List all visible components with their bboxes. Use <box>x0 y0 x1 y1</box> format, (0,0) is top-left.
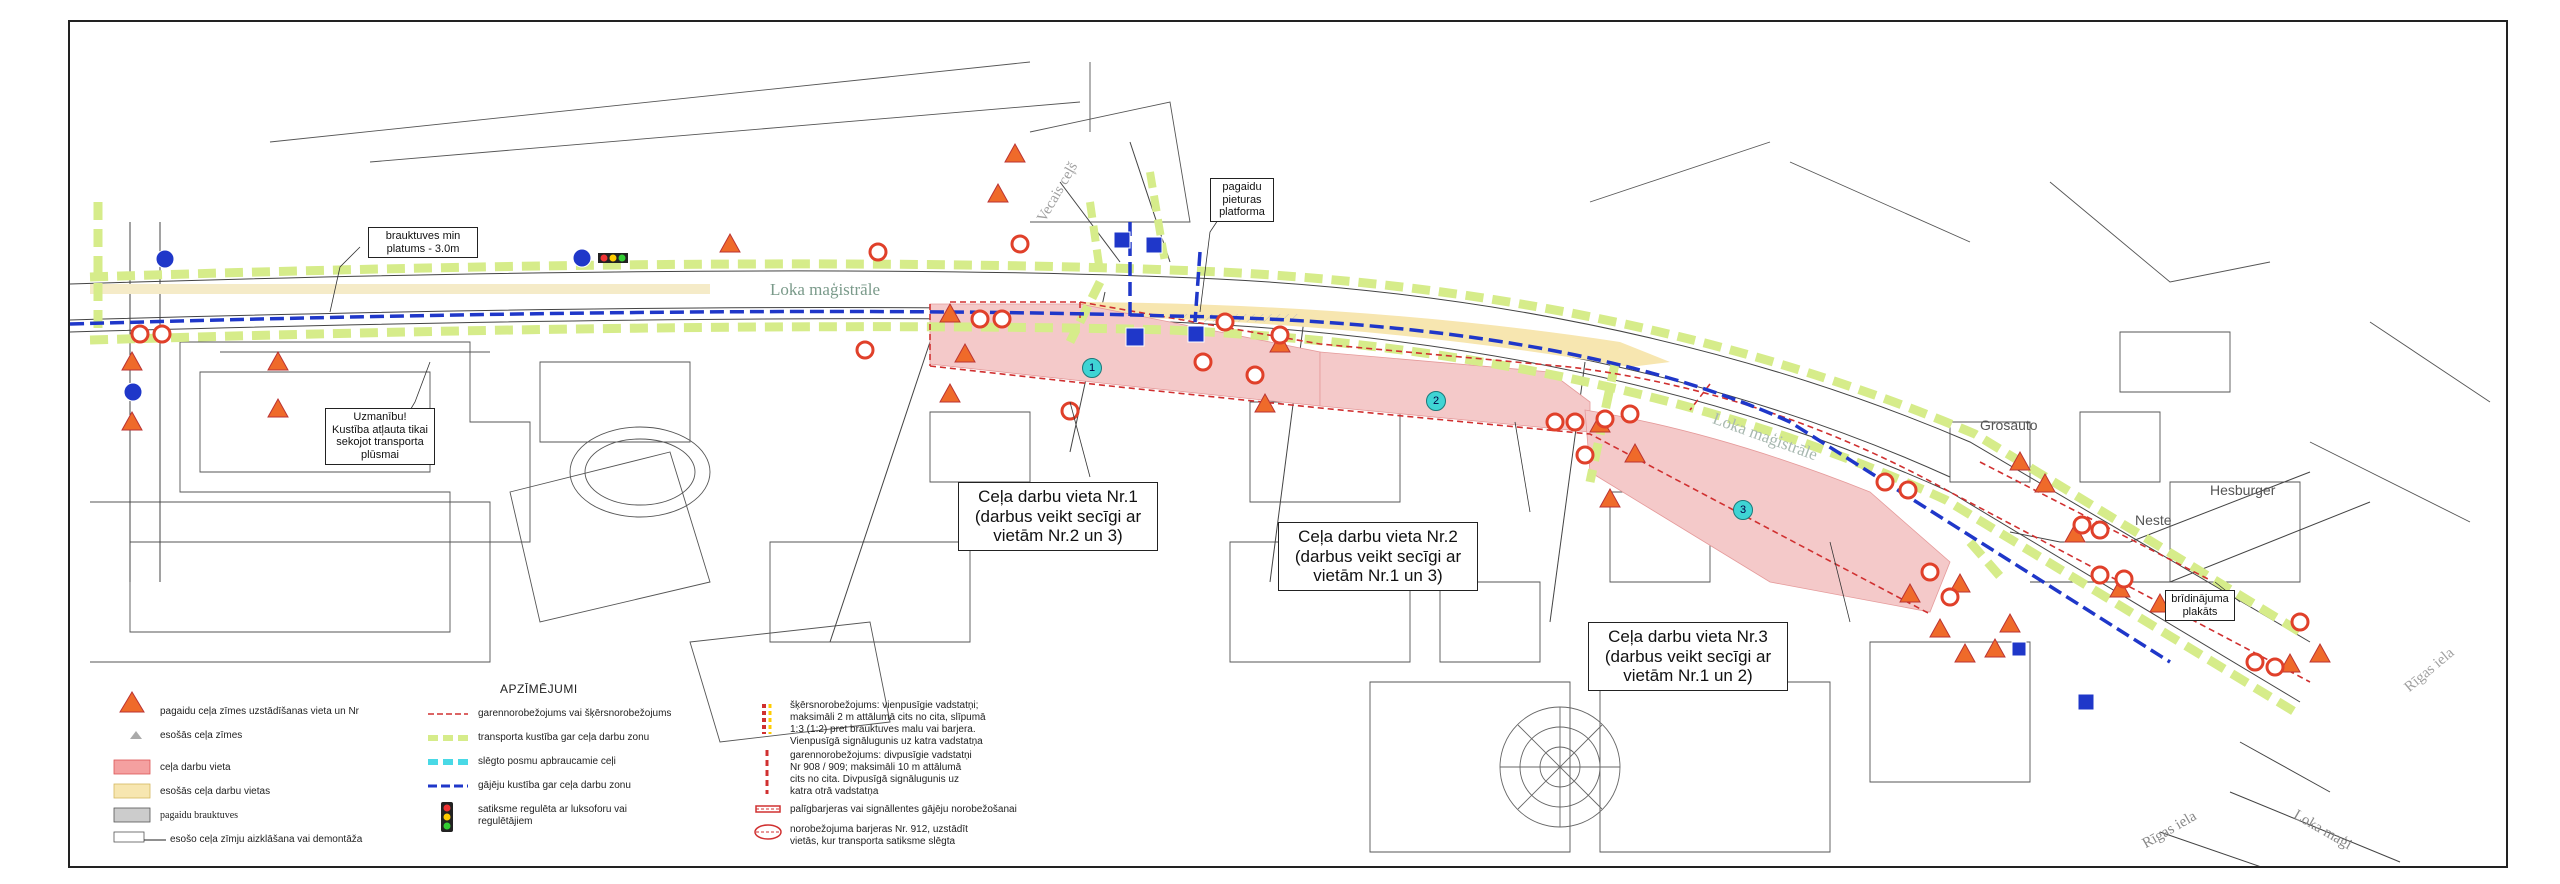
callout-bus-platform: pagaidu pieturas platforma <box>1210 178 1274 222</box>
legend-left-3: esošās ceļa darbu vietas <box>160 786 271 797</box>
legend-left-5: esošo ceļa zīmju aizklāšana vai demontāža <box>170 834 363 845</box>
legend-right-2: palīgbarjeras vai signāllentes gājēju norobežošanai <box>790 804 1017 815</box>
park-circle <box>1500 707 1620 827</box>
zone-number-2: 2 <box>1426 391 1446 411</box>
road-name-loka: Loka maģistrāle <box>770 280 880 299</box>
legend-right-1: garennorobežojums: divpusīgie vadstatņi Nr 908 / 909; maksimāli 10 m attālumā cits no cita. Divpusīgā signālugunis uz katra otrā vadstatņa <box>790 750 972 797</box>
traffic-light-icon <box>598 253 628 263</box>
legend-right-0: šķērsnorobežojums: vienpusīgie vadstatņi; maksimāli 2 m attālumā cits no cita, slīpumā 1:3 (1:2) pret brauktuves malu vai barjera. Vienpusīgā signālugunis uz katra vadstatņa <box>790 700 986 747</box>
road-name-veccais: Vecais ceļš <box>1034 159 1082 225</box>
warning-sign-icons <box>122 144 2330 672</box>
zone-label-1: Ceļa darbu vieta Nr.1 (darbus veikt secīgi ar vietām Nr.2 un 3) <box>958 482 1158 551</box>
legend-mid-2: slēgto posmu apbraucamie ceļi <box>478 756 616 767</box>
callout-lane-width: brauktuves min platums - 3.0m <box>368 227 478 258</box>
legend-mid-3: gājēju kustība gar ceļa darbu zonu <box>478 780 631 791</box>
legend-left-0: pagaidu ceļa zīmes uzstādīšanas vieta un Nr <box>160 706 359 717</box>
callout-attention: Uzmanību! Kustība atļauta tikai sekojot transporta plūsmai <box>325 408 435 465</box>
callout-warning-poster: brīdinājuma plakāts <box>2165 590 2235 621</box>
zone-number-1: 1 <box>1082 358 1102 378</box>
legend-mid-4: satiksme regulēta ar luksoforu vai regulētājiem <box>478 804 627 827</box>
zone-number-3: 3 <box>1733 500 1753 520</box>
legend-mid-1: transporta kustība gar ceļa darbu zonu <box>478 732 650 743</box>
round-sign-icons <box>132 236 2308 675</box>
legend-left-1: esošās ceļa zīmes <box>160 730 243 741</box>
zone-label-3: Ceļa darbu vieta Nr.3 (darbus veikt secīgi ar vietām Nr.1 un 2) <box>1588 622 1788 691</box>
road-name-loka-right: Loka maģistrāle <box>1710 408 1821 465</box>
existing-work-strip <box>90 284 710 294</box>
legend-left-2: ceļa darbu vieta <box>160 762 231 773</box>
road-name-rigas: Rīgas iela <box>2401 644 2458 696</box>
map-frame <box>68 20 2508 868</box>
place-hesburger: Hesburger <box>2210 482 2276 498</box>
legend-title: APZĪMĒJUMI <box>500 682 578 696</box>
legend-left-4: pagaidu brauktuves <box>160 810 239 821</box>
map-canvas <box>70 22 2508 868</box>
building-outlines <box>90 62 2490 852</box>
legend-mid-0: garennorobežojums vai šķērsnorobežojums <box>478 708 672 719</box>
place-neste: Neste <box>2135 512 2172 528</box>
road-name-loka-bottom: Loka maģi <box>2290 806 2355 854</box>
zone-label-2: Ceļa darbu vieta Nr.2 (darbus veikt secīgi ar vietām Nr.1 un 3) <box>1278 522 1478 591</box>
legend-right-3: norobežojuma barjeras Nr. 912, uzstādīt vietās, kur transporta satiksme slēgta <box>790 824 968 847</box>
road-name-rigas-bottom: Rīgas iela <box>2139 808 2200 852</box>
place-grosauto: Grosauto <box>1980 417 2038 433</box>
